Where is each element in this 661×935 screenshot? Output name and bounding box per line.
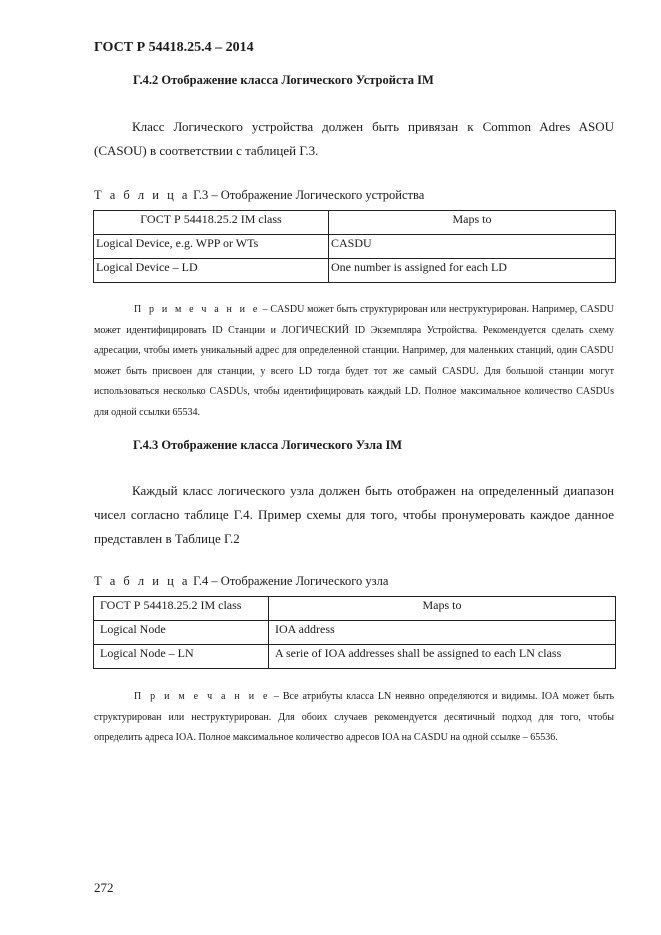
table-cell: A serie of IOA addresses shall be assigned to each LN class [269,645,616,669]
note-label: П р и м е ч а н и е [134,304,260,315]
caption-title: Г.4 – Отображение Логического узла [189,574,389,588]
table-cell: One number is assigned for each LD [329,259,616,283]
table-row [94,259,616,283]
table-header-cell: Maps to [269,597,616,621]
document-header: ГОСТ Р 54418.25.4 – 2014 [94,40,254,55]
table-cell: Logical Device – LD [94,259,329,283]
section2-paragraph: Каждый класс логического узла должен быть отображен на определенный диапазон чисел согласно таблице Г.4. Пример схемы для того, чтобы пронумеровать каждое данное представлен в Таблице Г.2 [94,483,614,546]
page-number: 272 [94,880,114,895]
table-row [94,645,616,669]
table-cell: Logical Device, e.g. WPP or WTs [94,235,329,259]
note-text: – Все атрибуты класса LN неявно определяются и видимы. IOA может быть структурирован или неструктурирован. Для обоих случаев рекомендуется десятичный подход для того, чтобы определить адреса IOA. Полное максимальное количество адресов IOA на CASDU на одной ссылке – 65536. [94,691,615,743]
table-cell: IOA address [269,621,616,645]
table-g3-caption [94,188,424,203]
table-row [94,235,616,259]
table-g4-note [94,687,614,749]
caption-label: Т а б л и ц а [94,574,190,588]
table-header-cell: ГОСТ Р 54418.25.2 IM class [94,597,269,621]
table-g4-caption [94,574,388,589]
table-header-cell: ГОСТ Р 54418.25.2 IM class [94,211,329,235]
section-heading-g42: Г.4.2 Отображение класса Логического Устройста IM [133,73,434,87]
table-cell: Logical Node [94,621,269,645]
note-label: П р и м е ч а н и е [134,691,270,702]
table-cell: Logical Node – LN [94,645,269,669]
caption-label: Т а б л и ц а [94,188,190,202]
table-header-cell: Maps to [329,211,616,235]
section-heading-g43: Г.4.3 Отображение класса Логического Узла IM [133,438,403,452]
table-g3-note [94,300,614,423]
table-g4 [93,596,616,669]
table-g3 [93,210,616,283]
table-header-row [94,597,616,621]
section1-paragraph: Класс Логического устройства должен быть привязан к Common Adres ASOU (CASOU) в соответствии с таблицей Г.3. [94,119,614,158]
table-row [94,621,616,645]
table-header-row [94,211,616,235]
note-text: – CASDU может быть структурирован или неструктурирован. Например, CASDU может идентифицировать ID Станции и ЛОГИЧЕСКИЙ ID Экземпляра Устройства. Рекомендуется сделать схему адресации, чтобы иметь уникальный адрес для определенной станции. Например, для маленьких станций, один CASDU может быть присвоен для станции, у всего LD тогда будет тот же самый CASDU. Для большой станции могут использоваться несколько CASDUs, чтобы идентифицировать каждый LD. Полное максимальное количество CASDUs для одной ссылки 65534. [94,304,614,418]
table-cell: CASDU [329,235,616,259]
caption-title: Г.3 – Отображение Логического устройства [189,188,425,202]
